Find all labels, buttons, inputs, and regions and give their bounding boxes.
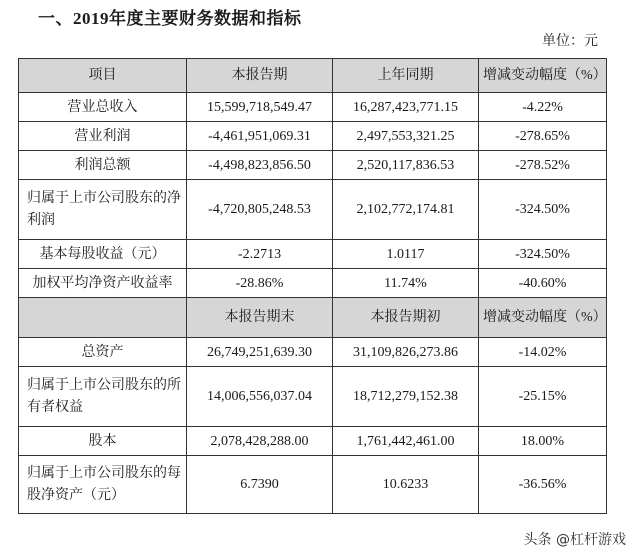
watermark-text: 头条 @杠杆游戏: [523, 532, 626, 548]
current-value: 15,599,718,549.47: [187, 93, 333, 122]
section-title: 一、2019年度主要财务数据和指标: [38, 9, 302, 28]
header-blank: [19, 298, 187, 338]
table-row: [19, 427, 607, 456]
header-period-end: 本报告期末: [187, 298, 333, 338]
header-change: 增减变动幅度（%）: [479, 298, 607, 338]
watermark: [520, 528, 630, 550]
change-value: -278.65%: [479, 122, 607, 151]
row-label: 归属于上市公司股东的每股净资产（元）: [19, 456, 187, 514]
row-label: 股本: [19, 427, 187, 456]
prior-value: 2,102,772,174.81: [333, 180, 479, 240]
change-value: -14.02%: [479, 338, 607, 367]
table-subheader-row: [19, 298, 607, 338]
change-value: -4.22%: [479, 93, 607, 122]
prior-value: 18,712,279,152.38: [333, 367, 479, 427]
change-value: -278.52%: [479, 151, 607, 180]
prior-value: 16,287,423,771.15: [333, 93, 479, 122]
prior-value: 2,497,553,321.25: [333, 122, 479, 151]
row-label: 总资产: [19, 338, 187, 367]
row-label: 利润总额: [19, 151, 187, 180]
current-value: 6.7390: [187, 456, 333, 514]
row-label: 营业总收入: [19, 93, 187, 122]
current-value: -4,720,805,248.53: [187, 180, 333, 240]
prior-value: 2,520,117,836.53: [333, 151, 479, 180]
table-row: [19, 367, 607, 427]
row-label: 加权平均净资产收益率: [19, 269, 187, 298]
header-current-period: 本报告期: [187, 59, 333, 93]
table-row: [19, 180, 607, 240]
change-value: -36.56%: [479, 456, 607, 514]
change-value: 18.00%: [479, 427, 607, 456]
change-value: -25.15%: [479, 367, 607, 427]
financial-data-table: [18, 58, 607, 514]
header-prior-period: 上年同期: [333, 59, 479, 93]
header-change: 增减变动幅度（%）: [479, 59, 607, 93]
current-value: -4,498,823,856.50: [187, 151, 333, 180]
table-row: [19, 93, 607, 122]
prior-value: 11.74%: [333, 269, 479, 298]
row-label: 归属于上市公司股东的所有者权益: [19, 367, 187, 427]
row-label: 营业利润: [19, 122, 187, 151]
current-value: 14,006,556,037.04: [187, 367, 333, 427]
prior-value: 1.0117: [333, 240, 479, 269]
header-period-start: 本报告期初: [333, 298, 479, 338]
table-row: [19, 151, 607, 180]
unit-label: 单位：元: [542, 34, 598, 49]
current-value: -4,461,951,069.31: [187, 122, 333, 151]
prior-value: 10.6233: [333, 456, 479, 514]
current-value: 2,078,428,288.00: [187, 427, 333, 456]
row-label: 归属于上市公司股东的净利润: [19, 180, 187, 240]
current-value: -2.2713: [187, 240, 333, 269]
table-row: [19, 122, 607, 151]
current-value: 26,749,251,639.30: [187, 338, 333, 367]
change-value: -324.50%: [479, 180, 607, 240]
row-label: 基本每股收益（元）: [19, 240, 187, 269]
table-header-row: [19, 59, 607, 93]
change-value: -324.50%: [479, 240, 607, 269]
table-row: [19, 338, 607, 367]
table-row: [19, 269, 607, 298]
header-item: 项目: [19, 59, 187, 93]
current-value: -28.86%: [187, 269, 333, 298]
table-row: [19, 240, 607, 269]
table-row: [19, 456, 607, 514]
prior-value: 31,109,826,273.86: [333, 338, 479, 367]
prior-value: 1,761,442,461.00: [333, 427, 479, 456]
change-value: -40.60%: [479, 269, 607, 298]
